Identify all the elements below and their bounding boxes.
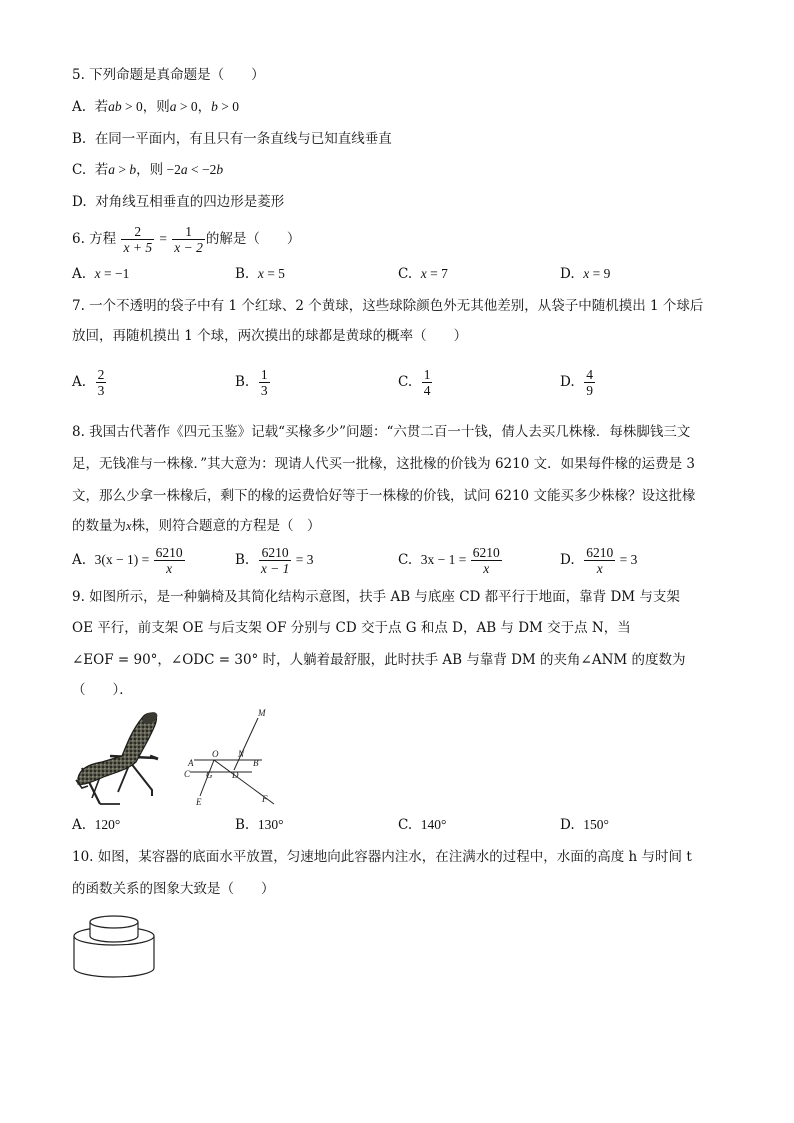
q9-line-1: 9. 如图所示，是一种躺椅及其简化结构示意图，扶手 AB 与底座 CD 都平行于地面，靠背 DM 与支架 [72,589,680,605]
container-diagram [70,912,158,982]
label-e: E [196,797,202,807]
label-c: C [184,769,191,779]
label-m: M [258,708,266,718]
q9-line-3: ∠EOF = 90°，∠ODC = 30° 时，人躺着最舒服，此时扶手 AB 与靠背 DM 的夹角∠ANM 的度数为 [72,652,686,668]
q7-option-d: D. $\frac{4}{9}$ [560,367,593,398]
q6-option-a: A. x = −1 [72,266,130,282]
label-f: F [262,794,268,804]
q5-option-a: A. 若ab > 0，则a > 0，b > 0 [72,99,240,115]
label-d: D [232,770,239,780]
label-n: N [238,749,245,759]
q5-option-d: D. 对角线互相垂直的四边形是菱形 [72,194,285,210]
q8-line-1: 8. 我国古代著作《四元玉鉴》记载“买椽多少”问题：“六贯二百一十钱，倩人去买几株椽．每株脚钱三文 [72,424,691,440]
q8-line-2: 足，无钱准与一株椽．”其大意为：现请人代买一批椽，这批椽的价钱为 6210 文．如果每件椽的运费是 3 [72,456,695,472]
q9-line-4: （ ）． [72,682,133,698]
q8-option-b: B. $\frac{6210}{x - 1}$ = 3 [235,545,314,576]
q6-fraction-left: $\frac{2}{x + 5}$ [123,224,153,255]
q9-option-d: D. 150° [560,817,609,833]
q6-fraction-right: $\frac{1}{x - 2}$ [174,224,203,255]
recliner-structure-diagram [182,706,286,808]
q10-line-1: 10. 如图，某容器的底面水平放置，匀速地向此容器内注水，在注满水的过程中，水面的高度 h 与时间 t [72,849,692,865]
q5-option-c: C. 若a > b，则 −2a < −2b [72,162,224,178]
q9-option-a: A. 120° [72,817,121,833]
label-a: A [188,758,194,768]
q8-option-c: C. 3x − 1 = $\frac{6210}{x}$ [398,545,500,576]
recliner-chair-image [70,706,170,808]
q7-option-b: B. $\frac{1}{3}$ [235,367,268,398]
q10-line-2: 的函数关系的图象大致是（ ） [72,881,275,897]
q8-option-a: A. 3(x − 1) = $\frac{6210}{x}$ [72,545,183,576]
q8-line-4: 的数量为x株，则符合题意的方程是（ ） [72,518,321,534]
q6-option-c: C. x = 7 [398,266,448,282]
q7-option-c: C. $\frac{1}{4}$ [398,367,431,398]
q7-option-a: A. $\frac{2}{3}$ [72,367,105,398]
q5-option-b: B. 在同一平面内，有且只有一条直线与已知直线垂直 [72,131,392,147]
label-g: G [206,770,213,780]
label-b: B [253,758,259,768]
q8-option-d: D. $\frac{6210}{x}$ = 3 [560,545,638,576]
q7-line-1: 7. 一个不透明的袋子中有 1 个红球、2 个黄球，这些球除颜色外无其他差别，从袋子中随机摸出 1 个球后 [72,298,704,314]
q9-option-c: C. 140° [398,817,447,833]
q9-line-2: OE 平行，前支架 OE 与后支架 OF 分别与 CD 交于点 G 和点 D，AB 与 DM 交于点 N，当 [72,620,631,636]
q6-option-d: D. x = 9 [560,266,611,282]
q5-stem: 5. 下列命题是真命题是（ ） [72,67,265,83]
label-o: O [212,749,219,759]
q9-option-b: B. 130° [235,817,284,833]
q7-line-2: 放回，再随机摸出 1 个球，两次摸出的球都是黄球的概率（ ） [72,328,468,344]
q8-line-3: 文，那么少拿一株椽后，剩下的椽的运费恰好等于一株椽的价钱，试问 6210 文能买多少株椽？设这批椽 [72,488,696,504]
q6-option-b: B. x = 5 [235,266,285,282]
q6-stem: 6. 方程 $\frac{2}{x + 5}$ = $\frac{1}{x - 2}$ 的解是（ ） [72,224,301,255]
